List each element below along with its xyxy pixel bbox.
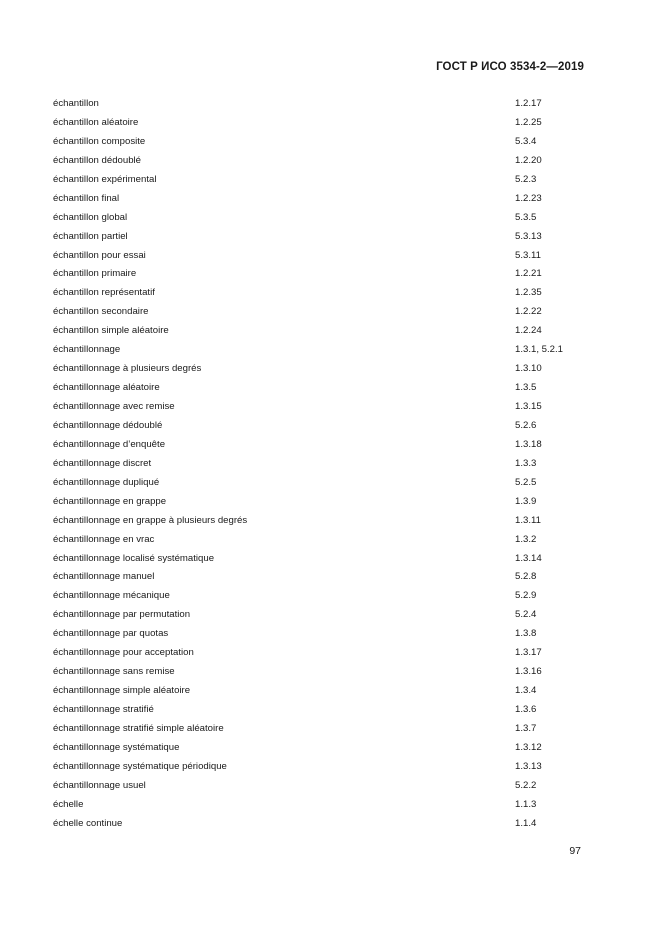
index-reference: 1.3.7 [515, 722, 537, 734]
index-reference: 1.2.21 [515, 268, 542, 280]
index-reference: 5.2.5 [515, 476, 537, 488]
index-entry [53, 192, 593, 211]
index-entry [53, 286, 593, 305]
index-entry [53, 211, 593, 230]
index-reference: 5.2.3 [515, 173, 537, 185]
index-reference: 5.2.6 [515, 419, 537, 431]
index-term: échantillonnage systématique périodique [53, 760, 227, 772]
index-entry [53, 97, 593, 116]
index-reference: 5.3.4 [515, 135, 537, 147]
index-term: échantillon expérimental [53, 173, 157, 185]
index-term: échantillonnage dédoublé [53, 419, 163, 431]
index-reference: 1.3.6 [515, 704, 537, 715]
index-term: échantillonnage mécanique [53, 590, 170, 602]
index-entry [53, 438, 593, 457]
index-entry [53, 817, 593, 836]
index-reference: 5.2.2 [515, 779, 537, 791]
index-term: échantillonnage à plusieurs degrés [53, 363, 202, 375]
index-entry [53, 362, 593, 381]
index-term: échantillon composite [53, 135, 146, 147]
index-entry [53, 552, 593, 571]
index-term: échantillonnage stratifié [53, 704, 154, 715]
index-entry [53, 646, 593, 665]
index-reference: 1.3.14 [515, 552, 542, 564]
index-entry [53, 589, 593, 608]
index-term: échantillon pour essai [53, 249, 146, 261]
index-reference: 1.3.4 [515, 685, 537, 697]
index-reference: 1.2.25 [515, 116, 542, 128]
index-term: échantillon aléatoire [53, 116, 139, 128]
index-entry [53, 324, 593, 343]
index-reference: 1.2.23 [515, 192, 542, 204]
index-reference: 1.3.11 [515, 514, 541, 526]
index-term: échantillonnage pour acceptation [53, 647, 194, 659]
term-index-list [53, 97, 593, 836]
index-entry [53, 135, 593, 154]
index-reference: 1.3.12 [515, 741, 542, 753]
index-term: échantillon partiel [53, 230, 128, 242]
index-entry [53, 608, 593, 627]
index-entry [53, 267, 593, 286]
index-entry [53, 779, 593, 798]
index-reference: 1.3.2 [515, 533, 537, 545]
index-term: échantillon [53, 98, 99, 109]
index-term: échantillon primaire [53, 268, 137, 280]
index-term: échantillonnage stratifié simple aléatoire [53, 722, 224, 734]
index-entry [53, 173, 593, 192]
index-reference: 5.3.13 [515, 230, 542, 242]
index-term: échantillon secondaire [53, 306, 149, 318]
index-term: échantillonnage sans remise [53, 666, 175, 678]
index-entry [53, 305, 593, 324]
index-term: échantillonnage manuel [53, 571, 155, 583]
index-entry [53, 760, 593, 779]
index-term: échantillon dédoublé [53, 154, 142, 166]
index-reference: 1.1.4 [515, 817, 537, 829]
index-term: échantillonnage localisé systématique [53, 552, 215, 564]
index-term: échantillonnage dupliqué [53, 476, 160, 488]
index-entry [53, 741, 593, 760]
index-entry [53, 419, 593, 438]
index-term: échantillonnage d’enquête [53, 438, 166, 450]
index-entry [53, 476, 593, 495]
index-term: échantillonnage simple aléatoire [53, 685, 191, 697]
index-entry [53, 684, 593, 703]
index-reference: 1.2.20 [515, 154, 542, 166]
index-reference: 1.2.24 [515, 325, 542, 337]
index-entry [53, 343, 593, 362]
index-reference: 1.3.5 [515, 382, 537, 394]
index-term: échantillonnage par quotas [53, 628, 169, 640]
index-entry [53, 400, 593, 419]
index-entry [53, 665, 593, 684]
index-entry [53, 703, 593, 722]
index-term: échantillonnage par permutation [53, 609, 191, 621]
index-reference: 1.3.10 [515, 363, 542, 375]
index-reference: 1.3.13 [515, 760, 542, 772]
index-reference: 1.3.3 [515, 457, 537, 469]
index-entry [53, 116, 593, 135]
index-term: échantillonnage aléatoire [53, 382, 160, 394]
index-reference: 5.2.4 [515, 609, 537, 621]
index-reference: 1.3.17 [515, 647, 542, 659]
index-term: échantillon global [53, 211, 128, 223]
index-reference: 1.1.3 [515, 798, 537, 810]
index-term: échantillon représentatif [53, 287, 155, 299]
index-term: échantillonnage [53, 344, 121, 356]
index-entry [53, 570, 593, 589]
index-entry [53, 457, 593, 476]
index-term: échantillonnage en grappe à plusieurs degrés [53, 514, 248, 526]
index-reference: 1.2.35 [515, 287, 542, 299]
index-entry [53, 230, 593, 249]
index-entry [53, 722, 593, 741]
index-term: échantillonnage usuel [53, 779, 146, 791]
index-reference: 1.3.1, 5.2.1 [515, 344, 564, 356]
index-term: échantillonnage en vrac [53, 533, 155, 545]
index-reference: 1.3.15 [515, 401, 542, 412]
index-reference: 5.2.9 [515, 590, 537, 602]
index-entry [53, 533, 593, 552]
index-term: échantillonnage systématique [53, 741, 180, 753]
index-term: échelle [53, 798, 84, 810]
index-reference: 1.2.17 [515, 98, 542, 109]
index-entry [53, 495, 593, 514]
index-reference: 1.3.9 [515, 495, 537, 507]
index-reference: 1.3.16 [515, 666, 542, 678]
index-reference: 5.2.8 [515, 571, 537, 583]
page-number: 97 [569, 845, 581, 857]
index-reference: 1.3.18 [515, 438, 542, 450]
index-entry [53, 154, 593, 173]
index-term: échantillonnage avec remise [53, 401, 175, 412]
index-term: échelle continue [53, 817, 123, 829]
index-entry [53, 381, 593, 400]
index-reference: 1.2.22 [515, 306, 542, 318]
index-term: échantillon simple aléatoire [53, 325, 169, 337]
index-term: échantillon final [53, 192, 120, 204]
index-entry [53, 798, 593, 817]
document-code-header: ГОСТ Р ИСО 3534-2—2019 [436, 61, 584, 73]
index-reference: 1.3.8 [515, 628, 537, 640]
index-entry [53, 249, 593, 268]
index-reference: 5.3.11 [515, 249, 541, 261]
index-entry [53, 514, 593, 533]
index-entry [53, 627, 593, 646]
index-term: échantillonnage discret [53, 457, 152, 469]
index-reference: 5.3.5 [515, 211, 537, 223]
index-term: échantillonnage en grappe [53, 495, 167, 507]
